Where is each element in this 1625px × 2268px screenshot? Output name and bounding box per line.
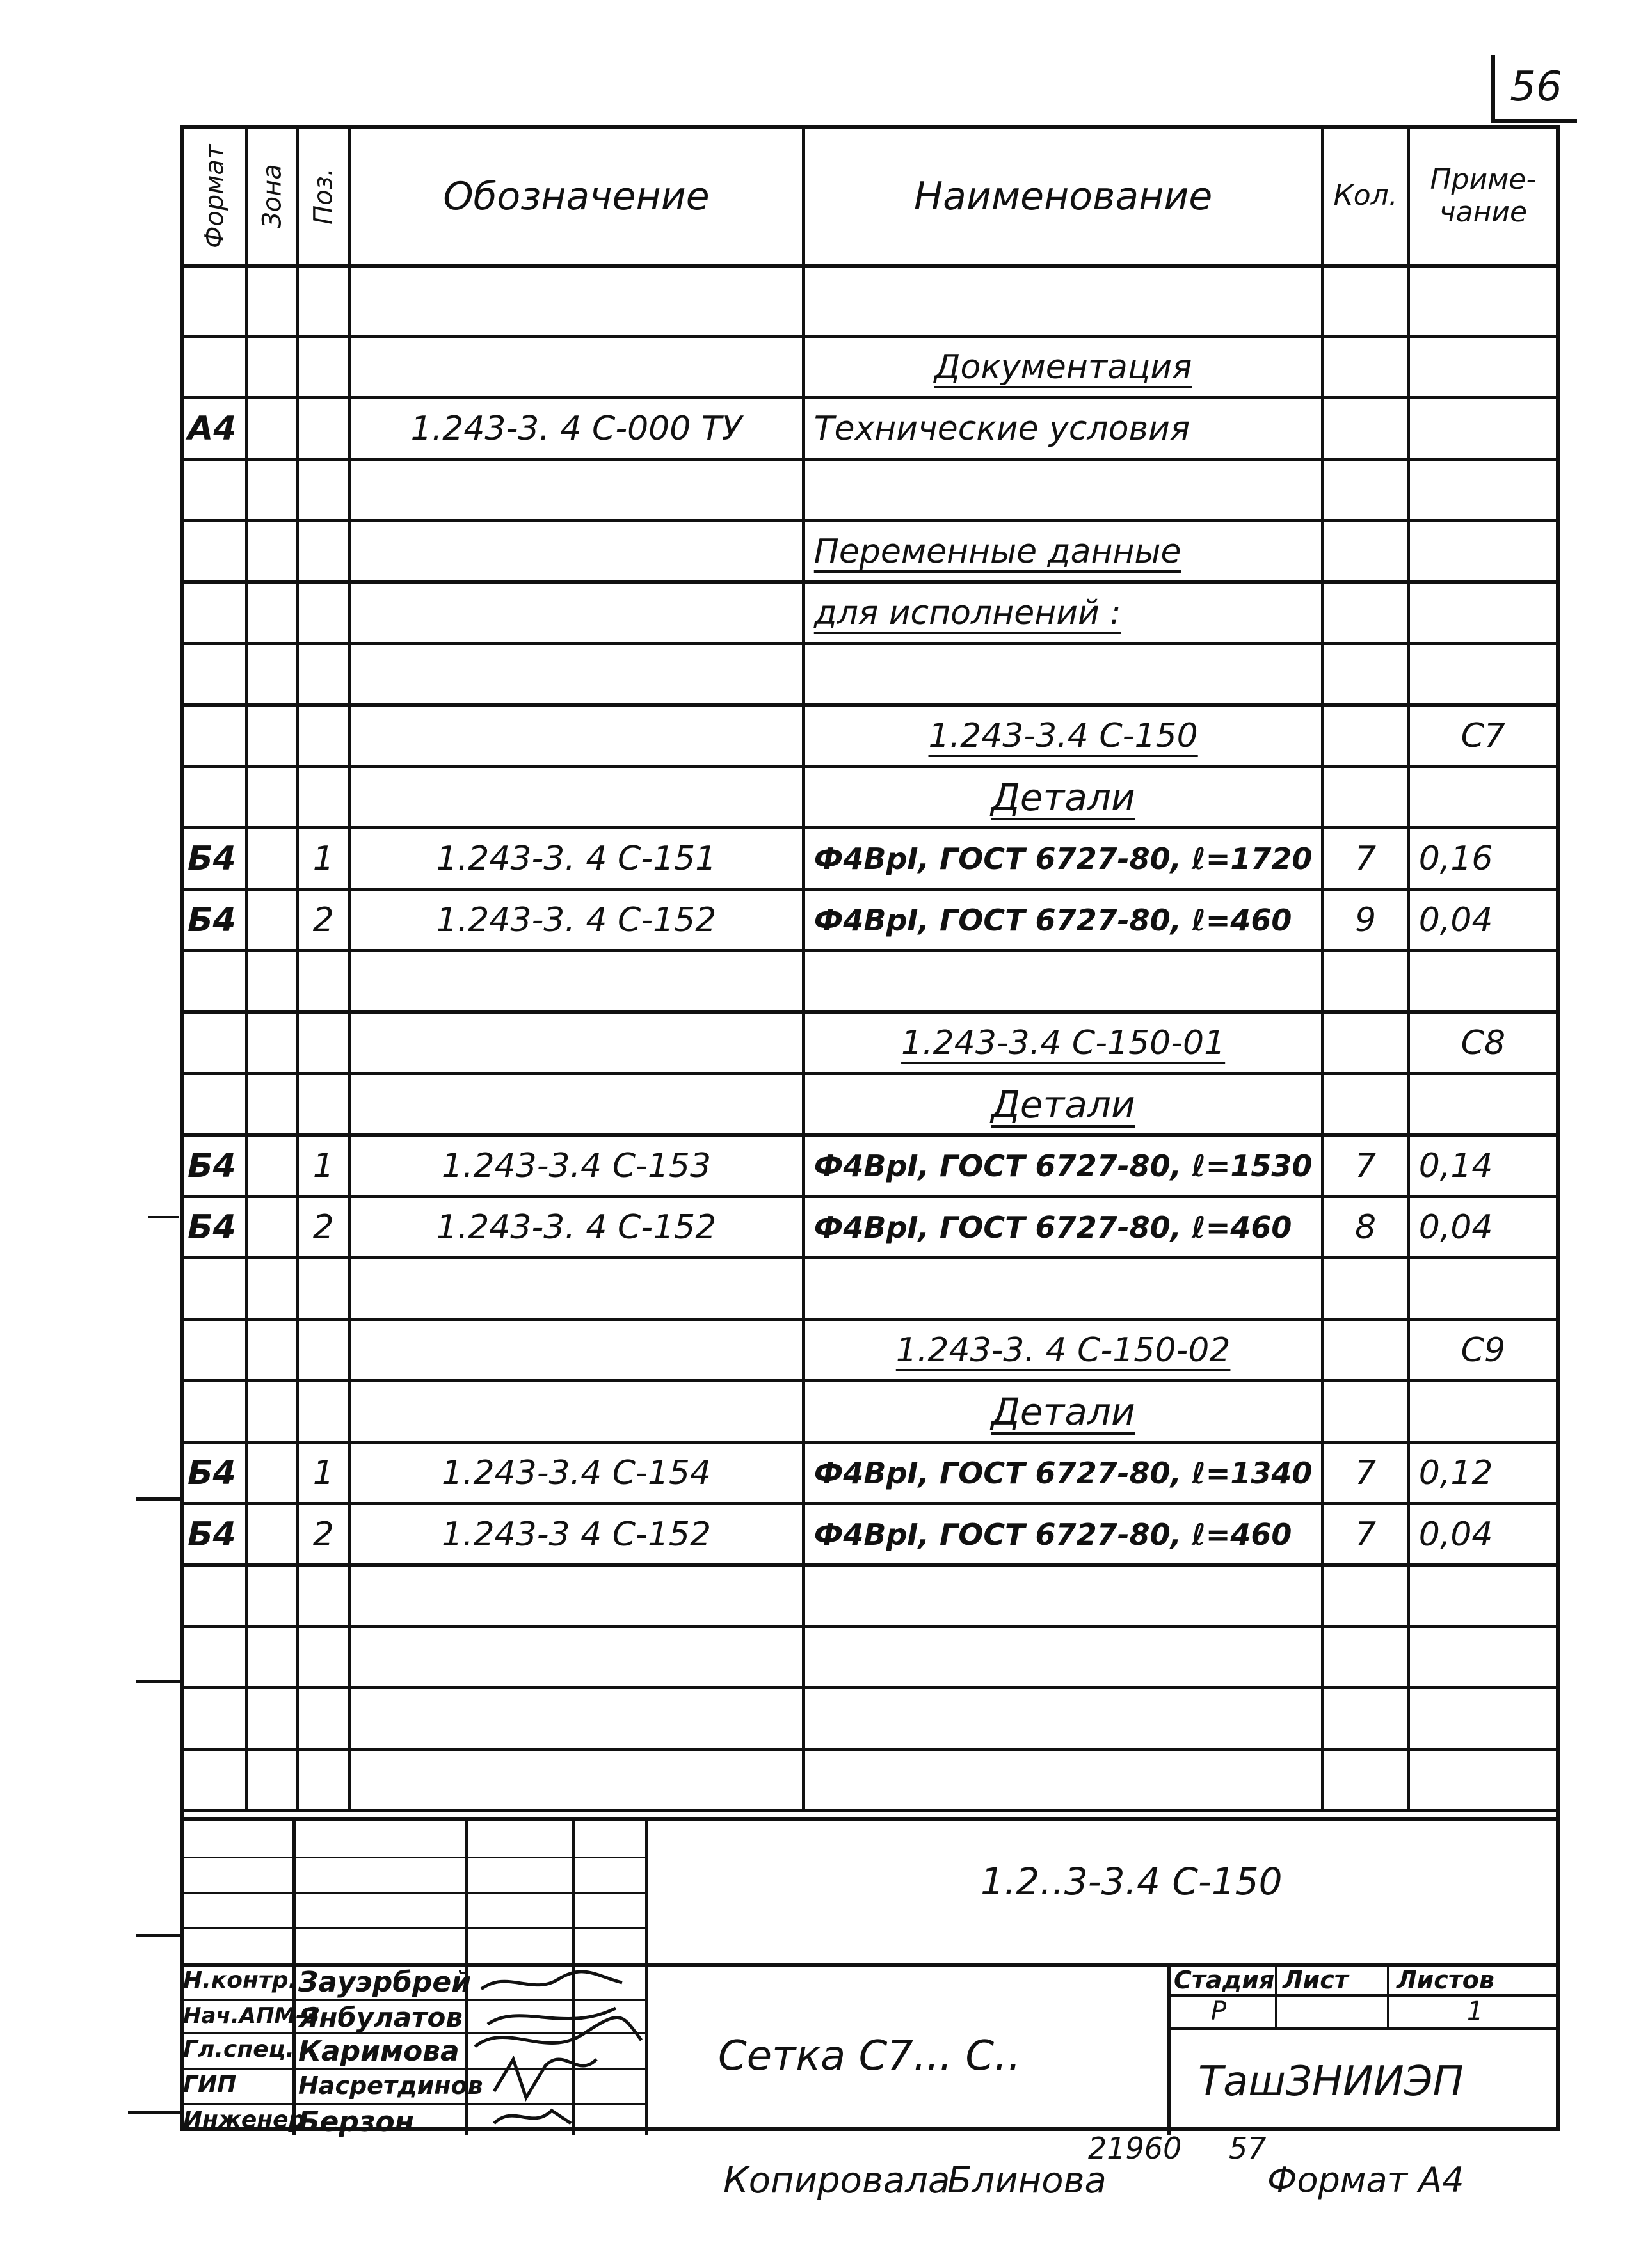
cell-zone	[247, 337, 298, 398]
cell-name	[803, 337, 1323, 398]
cell-quantity	[1323, 767, 1408, 828]
cell-quantity	[1323, 459, 1408, 521]
cell-designation: 1.243-3. 4 С-000 ТУ	[349, 398, 804, 459]
cell-note	[1408, 767, 1558, 828]
sheets-label: Листов	[1397, 1966, 1494, 1994]
cell-designation	[349, 521, 804, 582]
cell-designation	[349, 951, 804, 1012]
table-row	[182, 1258, 1558, 1320]
cell-quantity: 7	[1323, 1135, 1408, 1197]
stage-value: Р	[1211, 1997, 1227, 2026]
table-row-empty	[182, 1750, 1558, 1811]
cell-designation: 1.243-3 4 С-152	[349, 1504, 804, 1565]
cell-designation	[349, 337, 804, 398]
cell-position	[298, 1381, 349, 1442]
table-header-row	[182, 127, 1558, 266]
cell-quantity	[1323, 1012, 1408, 1074]
cell-note	[1408, 1074, 1558, 1135]
cell-name	[803, 767, 1323, 828]
cell-zone	[247, 1197, 298, 1258]
cell-name: Ф4ВрI, ГОСТ 6727-80, ℓ=460	[803, 890, 1323, 951]
cell-format: Б4	[182, 890, 247, 951]
cell-position: 2	[298, 890, 349, 951]
cell-position	[298, 1320, 349, 1381]
header-zone: Зона	[247, 127, 298, 266]
cell-name: Ф4ВрI, ГОСТ 6727-80, ℓ=1530	[803, 1135, 1323, 1197]
cell-position	[298, 459, 349, 521]
cell-note	[1408, 337, 1558, 398]
cell-zone	[247, 890, 298, 951]
table-row	[182, 337, 1558, 398]
cell-quantity	[1323, 1258, 1408, 1320]
cell-note	[1408, 644, 1558, 705]
cell-note: 0,16	[1408, 828, 1558, 890]
table-row	[182, 1012, 1558, 1074]
sheet-label: Лист	[1283, 1966, 1349, 1994]
table-row	[182, 1381, 1558, 1442]
cell-zone	[247, 767, 298, 828]
inventory-number: 21960	[1088, 2131, 1182, 2166]
cell-name: Ф4ВрI, ГОСТ 6727-80, ℓ=460	[803, 1504, 1323, 1565]
cell-position	[298, 337, 349, 398]
cell-note: 0,04	[1408, 1197, 1558, 1258]
cell-note	[1408, 521, 1558, 582]
cell-name	[803, 521, 1323, 582]
cell-designation: 1.243-3.4 С-154	[349, 1442, 804, 1504]
cell-zone	[247, 1442, 298, 1504]
cell-quantity	[1323, 951, 1408, 1012]
cell-zone	[247, 644, 298, 705]
signature-scribbles	[468, 1963, 654, 2135]
section-heading: Детали	[991, 1082, 1135, 1126]
cell-position	[298, 582, 349, 644]
cell-designation	[349, 1320, 804, 1381]
person-name: Насретдинов	[298, 2072, 483, 2100]
table-row	[182, 398, 1558, 459]
cell-quantity	[1323, 705, 1408, 767]
cell-format: Б4	[182, 1197, 247, 1258]
table-row	[182, 828, 1558, 890]
cell-quantity: 7	[1323, 1442, 1408, 1504]
cell-position: 1	[298, 1442, 349, 1504]
cell-quantity: 9	[1323, 890, 1408, 951]
cell-format	[182, 1320, 247, 1381]
cell-name	[803, 1074, 1323, 1135]
cell-format	[182, 1258, 247, 1320]
cell-zone	[247, 1258, 298, 1320]
cell-format	[182, 266, 247, 337]
cell-quantity: 7	[1323, 828, 1408, 890]
cell-quantity	[1323, 521, 1408, 582]
cell-designation	[349, 266, 804, 337]
cell-note	[1408, 1258, 1558, 1320]
section-heading: Переменные данные	[813, 532, 1181, 571]
cell-note: 0,12	[1408, 1442, 1558, 1504]
cell-designation	[349, 644, 804, 705]
cell-quantity	[1323, 1074, 1408, 1135]
variant-heading: 1.243-3.4 С-150	[928, 716, 1198, 755]
cell-zone	[247, 266, 298, 337]
table-row-empty	[182, 1565, 1558, 1627]
margin-tick	[128, 2111, 180, 2114]
table-row	[182, 582, 1558, 644]
table-row	[182, 1197, 1558, 1258]
cell-designation	[349, 1381, 804, 1442]
table-row	[182, 1504, 1558, 1565]
cell-designation	[349, 1012, 804, 1074]
cell-zone	[247, 582, 298, 644]
cell-format	[182, 767, 247, 828]
cell-quantity	[1323, 1381, 1408, 1442]
header-note	[1408, 127, 1558, 266]
specification-table	[180, 125, 1560, 1812]
cell-zone	[247, 1074, 298, 1135]
cell-quantity	[1323, 1320, 1408, 1381]
copier-name: Блинова	[947, 2160, 1107, 2201]
cell-name	[803, 951, 1323, 1012]
document-title: Сетка С7... С‥	[718, 2032, 1021, 2080]
cell-designation	[349, 767, 804, 828]
cell-format	[182, 582, 247, 644]
cell-name	[803, 1381, 1323, 1442]
role-label: Инженер	[183, 2107, 305, 2133]
table-row	[182, 890, 1558, 951]
cell-format	[182, 1074, 247, 1135]
section-heading: Детали	[991, 775, 1135, 819]
cell-zone	[247, 1135, 298, 1197]
cell-zone	[247, 459, 298, 521]
table-row	[182, 266, 1558, 337]
cell-format	[182, 521, 247, 582]
table-row	[182, 951, 1558, 1012]
cell-position	[298, 1258, 349, 1320]
cell-quantity	[1323, 582, 1408, 644]
cell-position: 1	[298, 1135, 349, 1197]
document-code: 1.2‥3-3.4 С-150	[981, 1860, 1283, 1903]
title-block	[180, 1817, 1560, 2138]
format-label: Формат А4	[1267, 2160, 1464, 2200]
cell-quantity	[1323, 266, 1408, 337]
cell-note: 0,14	[1408, 1135, 1558, 1197]
person-name: Зауэрбрей	[298, 1966, 472, 1999]
cell-quantity: 8	[1323, 1197, 1408, 1258]
header-note-line1: Приме-	[1430, 163, 1537, 196]
cell-name	[803, 459, 1323, 521]
cell-name	[803, 705, 1323, 767]
cell-quantity	[1323, 644, 1408, 705]
person-name: Берзон	[298, 2105, 415, 2138]
cell-position	[298, 705, 349, 767]
table-row-empty	[182, 1627, 1558, 1688]
role-label: Н.контр.	[183, 1967, 298, 1993]
sheet-number: 56	[1491, 55, 1577, 123]
header-position: Поз.	[298, 127, 349, 266]
table-row-empty	[182, 1688, 1558, 1750]
cell-zone	[247, 398, 298, 459]
header-note-line2: чание	[1439, 195, 1528, 228]
cell-position: 2	[298, 1197, 349, 1258]
cell-zone	[247, 521, 298, 582]
section-heading: Детали	[991, 1389, 1135, 1433]
cell-name: Технические условия	[803, 398, 1323, 459]
copied-by-label: Копировала	[723, 2160, 950, 2201]
table-row	[182, 459, 1558, 521]
cell-position: 1	[298, 828, 349, 890]
cell-format	[182, 1381, 247, 1442]
cell-zone	[247, 1012, 298, 1074]
cell-position	[298, 644, 349, 705]
cell-quantity	[1323, 398, 1408, 459]
cell-zone	[247, 951, 298, 1012]
section-heading: Документация	[934, 347, 1192, 387]
cell-designation	[349, 1258, 804, 1320]
table-row	[182, 1320, 1558, 1381]
cell-name	[803, 582, 1323, 644]
cell-name	[803, 1258, 1323, 1320]
cell-name	[803, 1012, 1323, 1074]
cell-name: Ф4ВрI, ГОСТ 6727-80, ℓ=1340	[803, 1442, 1323, 1504]
cell-format: А4	[182, 398, 247, 459]
table-row	[182, 521, 1558, 582]
margin-tick	[136, 1497, 180, 1501]
table-row	[182, 705, 1558, 767]
person-name: Каримова	[298, 2035, 460, 2068]
cell-zone	[247, 705, 298, 767]
cell-position	[298, 266, 349, 337]
cell-format	[182, 337, 247, 398]
cell-format	[182, 705, 247, 767]
cell-name	[803, 266, 1323, 337]
cell-name: Ф4ВрI, ГОСТ 6727-80, ℓ=460	[803, 1197, 1323, 1258]
role-label: Гл.спец.	[183, 2036, 294, 2063]
header-format: Формат	[182, 127, 247, 266]
margin-tick	[148, 1216, 179, 1218]
table-row	[182, 767, 1558, 828]
cell-note	[1408, 266, 1558, 337]
table-row	[182, 1074, 1558, 1135]
cell-note: 0,04	[1408, 890, 1558, 951]
cell-designation: 1.243-3. 4 С-152	[349, 1197, 804, 1258]
cell-designation	[349, 705, 804, 767]
cell-name	[803, 1320, 1323, 1381]
cell-note: С8	[1408, 1012, 1558, 1074]
cell-note	[1408, 582, 1558, 644]
header-designation: Обозначение	[349, 127, 804, 266]
cell-designation: 1.243-3. 4 С-152	[349, 890, 804, 951]
cell-quantity: 7	[1323, 1504, 1408, 1565]
cell-note	[1408, 1381, 1558, 1442]
organization-name: ТашЗНИИЭП	[1198, 2058, 1464, 2105]
cell-designation	[349, 459, 804, 521]
table-row	[182, 1442, 1558, 1504]
cell-note: С7	[1408, 705, 1558, 767]
cell-note	[1408, 459, 1558, 521]
cell-format: Б4	[182, 1504, 247, 1565]
inventory-suffix: 57	[1229, 2131, 1267, 2166]
cell-format: Б4	[182, 828, 247, 890]
cell-format: Б4	[182, 1442, 247, 1504]
cell-position	[298, 521, 349, 582]
cell-zone	[247, 1504, 298, 1565]
cell-note: С9	[1408, 1320, 1558, 1381]
role-label: Нач.АПМ-3	[183, 2003, 321, 2029]
cell-designation: 1.243-3. 4 С-151	[349, 828, 804, 890]
cell-format	[182, 459, 247, 521]
stage-label: Стадия	[1174, 1966, 1275, 1994]
cell-designation	[349, 1074, 804, 1135]
cell-note: 0,04	[1408, 1504, 1558, 1565]
cell-zone	[247, 828, 298, 890]
cell-position	[298, 1074, 349, 1135]
cell-note	[1408, 951, 1558, 1012]
cell-designation: 1.243-3.4 С-153	[349, 1135, 804, 1197]
header-quantity: Кол.	[1323, 127, 1408, 266]
cell-position	[298, 1012, 349, 1074]
cell-designation	[349, 582, 804, 644]
table-row	[182, 644, 1558, 705]
sheets-value: 1	[1467, 1997, 1484, 2026]
cell-name: Ф4ВрI, ГОСТ 6727-80, ℓ=1720	[803, 828, 1323, 890]
header-name: Наименование	[803, 127, 1323, 266]
table-row	[182, 1135, 1558, 1197]
section-heading: для исполнений :	[813, 593, 1121, 632]
variant-heading: 1.243-3. 4 С-150-02	[895, 1330, 1231, 1370]
cell-quantity	[1323, 337, 1408, 398]
role-label: ГИП	[183, 2072, 237, 2098]
cell-format: Б4	[182, 1135, 247, 1197]
margin-tick	[136, 1934, 180, 1937]
cell-position	[298, 398, 349, 459]
margin-tick	[136, 1680, 180, 1683]
person-name: Янбулатов	[298, 2002, 463, 2033]
cell-zone	[247, 1381, 298, 1442]
cell-format	[182, 644, 247, 705]
cell-zone	[247, 1320, 298, 1381]
variant-heading: 1.243-3.4 С-150-01	[901, 1023, 1226, 1062]
cell-position: 2	[298, 1504, 349, 1565]
cell-position	[298, 951, 349, 1012]
cell-format	[182, 951, 247, 1012]
cell-name	[803, 644, 1323, 705]
cell-note	[1408, 398, 1558, 459]
cell-position	[298, 767, 349, 828]
cell-format	[182, 1012, 247, 1074]
